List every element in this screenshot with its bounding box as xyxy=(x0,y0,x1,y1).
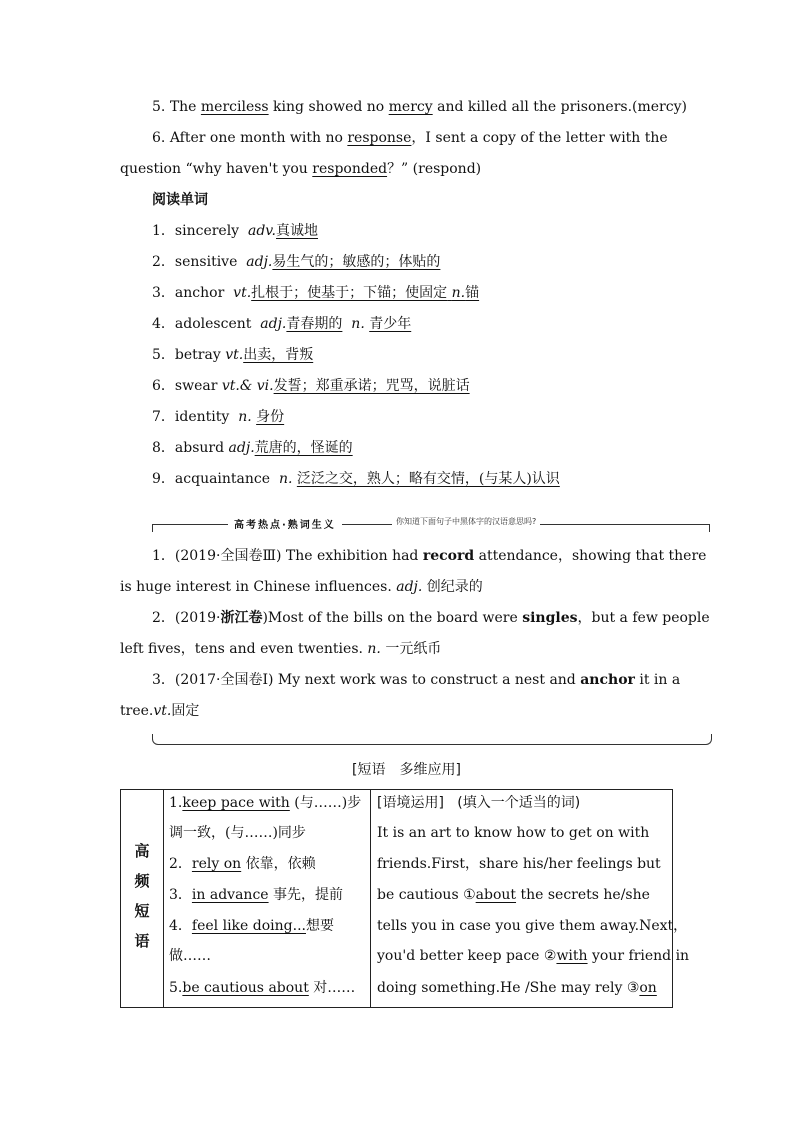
sentence-text: attendance，showing that there xyxy=(474,548,707,564)
meaning: 创纪录的 xyxy=(422,579,483,595)
word: identity xyxy=(174,409,230,425)
part-of-speech: vt. xyxy=(153,703,172,719)
context-line xyxy=(377,946,689,966)
sentence-5 xyxy=(152,97,687,117)
phrase-table xyxy=(120,789,690,1008)
sentence-text: left fives，tens and even twenties. xyxy=(120,641,368,657)
context-line xyxy=(377,885,650,905)
exam-source: 浙江卷 xyxy=(220,610,263,626)
answer-blank: on xyxy=(639,980,657,996)
context-instruction: (填入一个适当的词) xyxy=(457,795,581,811)
answer-blank: response xyxy=(347,130,412,146)
meaning: 发誓；郑重承诺；咒骂，说脏话 xyxy=(273,378,470,394)
list-item xyxy=(152,376,470,396)
phrase-meaning: 事先，提前 xyxy=(268,887,344,903)
answer-blank: with xyxy=(556,948,588,964)
part-of-speech: n. xyxy=(238,409,252,425)
context-header xyxy=(377,793,580,813)
row-header-char: 频 xyxy=(134,872,150,890)
phrase-item xyxy=(169,793,361,813)
meaning: 固定 xyxy=(171,703,200,719)
meaning-text: 扎根于；使基于；下锚；使固定 xyxy=(251,285,448,301)
context-text: be cautious ① xyxy=(377,887,476,903)
box-corner-left xyxy=(152,524,159,532)
item-number: 4． xyxy=(152,316,175,332)
part-of-speech: n. xyxy=(367,641,381,657)
part-of-speech: adv. xyxy=(248,223,277,239)
meaning: 易生气的；敏感的；体贴的 xyxy=(272,254,441,270)
word: adolescent xyxy=(174,316,252,332)
phrase-item-continued: 做…… xyxy=(169,948,211,964)
answer-blank: merciless xyxy=(200,99,269,115)
part-of-speech: n. xyxy=(451,285,466,301)
hot-item-3-line1 xyxy=(152,670,680,690)
row-header-char: 高 xyxy=(134,842,150,860)
part-of-speech: n. xyxy=(278,471,293,487)
part-of-speech: adj. xyxy=(260,316,287,332)
word: anchor xyxy=(174,285,225,301)
meaning: 青春期的 xyxy=(286,316,343,332)
hot-topic-box-footer xyxy=(152,734,712,745)
word: absurd xyxy=(174,440,225,456)
row-header-char: 短 xyxy=(134,902,150,920)
context-text: your friend in xyxy=(587,948,690,964)
meaning-text: 锚 xyxy=(465,285,480,301)
context-line: tells you in case you give them away.Next， xyxy=(377,918,688,934)
item-number: 7． xyxy=(152,409,175,425)
phrase-meaning: 依靠，依赖 xyxy=(241,856,316,872)
sentence-text: it in a xyxy=(634,672,681,688)
word: sensitive xyxy=(174,254,238,270)
phrase: in advance xyxy=(191,887,269,903)
phrase-item-continued: 调一致，(与……)同步 xyxy=(169,825,306,841)
hot-topic-box-header xyxy=(152,516,710,534)
part-of-speech: vt. xyxy=(233,285,252,301)
box-corner-right xyxy=(703,524,710,532)
list-item xyxy=(152,469,560,489)
item-number: 5. xyxy=(169,980,183,996)
phrase: keep pace with xyxy=(182,795,290,811)
list-item xyxy=(152,407,284,427)
sentence-text: king showed no xyxy=(268,99,389,115)
answer-blank: about xyxy=(475,887,517,903)
key-word: record xyxy=(422,548,475,564)
sentence-text: The xyxy=(169,99,201,115)
sentence-text: 3．(2017·全国卷Ⅰ) My next work was to construct a nest and xyxy=(152,672,581,688)
context-text: doing something.He /She may rely ③ xyxy=(377,980,640,996)
word: swear xyxy=(174,378,218,394)
list-item xyxy=(152,314,411,334)
sentence-text: After one month with no xyxy=(169,130,348,146)
hot-topic-subtitle: 你知道下面句子中黑体字的汉语意思吗? xyxy=(392,516,540,527)
sentence-6-continued xyxy=(120,159,481,179)
item-number: 9． xyxy=(152,471,175,487)
part-of-speech: adj. xyxy=(246,254,273,270)
phrase-item xyxy=(169,978,355,998)
list-item xyxy=(152,221,318,241)
meaning: 一元纸币 xyxy=(380,641,442,657)
phrase-item xyxy=(169,854,316,874)
item-number: 6． xyxy=(152,378,175,394)
meaning: 真诚地 xyxy=(276,223,319,239)
phrase-section-title: [短语 多维应用] xyxy=(352,762,461,778)
item-number: 4． xyxy=(169,918,192,934)
word: sincerely xyxy=(174,223,240,239)
phrase-item xyxy=(169,885,343,905)
phrase-meaning: 想要 xyxy=(305,918,334,934)
list-item xyxy=(152,345,313,365)
item-number: 8． xyxy=(152,440,175,456)
sentence-text: is huge interest in Chinese influences. xyxy=(120,579,397,595)
item-number: 3． xyxy=(169,887,192,903)
row-header-char: 语 xyxy=(134,932,150,950)
list-item xyxy=(152,438,353,458)
sentence-text: )Most of the bills on the board were xyxy=(262,610,523,626)
phrase-meaning: (与……)步 xyxy=(289,795,362,811)
hot-topic-title: 高考热点·熟词生义 xyxy=(228,516,342,531)
list-item xyxy=(152,283,479,303)
part-of-speech: vt.& vi. xyxy=(221,378,274,394)
meaning: 泛泛之交，熟人；略有交情，(与某人)认识 xyxy=(296,471,560,487)
sentence-text: 1．(2019·全国卷Ⅲ) The exhibition had xyxy=(152,548,423,564)
hot-item-3-line2 xyxy=(120,701,199,721)
meaning: 出卖，背叛 xyxy=(243,347,314,363)
meaning: 荒唐的，怪诞的 xyxy=(254,440,353,456)
sentence-text: and killed all the prisoners.(mercy) xyxy=(432,99,687,115)
sentence-text: question “why haven't you xyxy=(120,161,313,177)
item-number: 2． xyxy=(152,254,175,270)
meaning xyxy=(251,285,479,301)
phrase: rely on xyxy=(191,856,242,872)
sentence-text: 2．(2019· xyxy=(152,610,221,626)
key-word: anchor xyxy=(580,672,635,688)
meaning: 身份 xyxy=(256,409,285,425)
hot-item-2-line1 xyxy=(152,608,710,628)
answer-blank: mercy xyxy=(388,99,433,115)
item-number: 6. xyxy=(152,130,166,146)
context-text: you'd better keep pace ② xyxy=(377,948,557,964)
hot-item-2-line2 xyxy=(120,639,441,659)
part-of-speech: vt. xyxy=(225,347,244,363)
context-line: friends.First，share his/her feelings but xyxy=(377,856,661,872)
context-text: the secrets he/she xyxy=(516,887,650,903)
part-of-speech: n. xyxy=(351,316,365,332)
phrase-item xyxy=(169,916,334,936)
part-of-speech: adj. xyxy=(228,440,255,456)
phrase-list-cell xyxy=(163,790,371,1007)
context-cell xyxy=(371,790,690,1007)
sentence-text: tree. xyxy=(120,703,154,719)
item-number: 2． xyxy=(169,856,192,872)
sentence-text: ？” (respond) xyxy=(387,161,482,177)
meaning: 青少年 xyxy=(369,316,412,332)
sentence-text: ，but a few people xyxy=(577,610,710,626)
item-number: 5. xyxy=(152,99,166,115)
phrase: be cautious about xyxy=(182,980,309,996)
answer-blank: responded xyxy=(312,161,388,177)
section-header-reading-words: 阅读单词 xyxy=(152,192,208,208)
context-line: It is an art to know how to get on with xyxy=(377,825,650,841)
item-number: 5． xyxy=(152,347,175,363)
item-number: 1. xyxy=(169,795,183,811)
hot-item-1-line2 xyxy=(120,577,483,597)
row-header-cell xyxy=(121,790,164,1007)
phrase-meaning: 对…… xyxy=(308,980,356,996)
sentence-text: ，I sent a copy of the letter with the xyxy=(411,130,668,146)
context-line xyxy=(377,978,657,998)
key-word: singles xyxy=(522,610,578,626)
item-number: 1． xyxy=(152,223,175,239)
context-label: [语境运用] xyxy=(377,795,444,811)
item-number: 3． xyxy=(152,285,175,301)
hot-item-1-line1 xyxy=(152,546,706,566)
sentence-6 xyxy=(152,128,668,148)
part-of-speech: adj. xyxy=(396,579,423,595)
word: acquaintance xyxy=(174,471,271,487)
word: betray xyxy=(174,347,221,363)
list-item xyxy=(152,252,440,272)
phrase: feel like doing... xyxy=(191,918,306,934)
